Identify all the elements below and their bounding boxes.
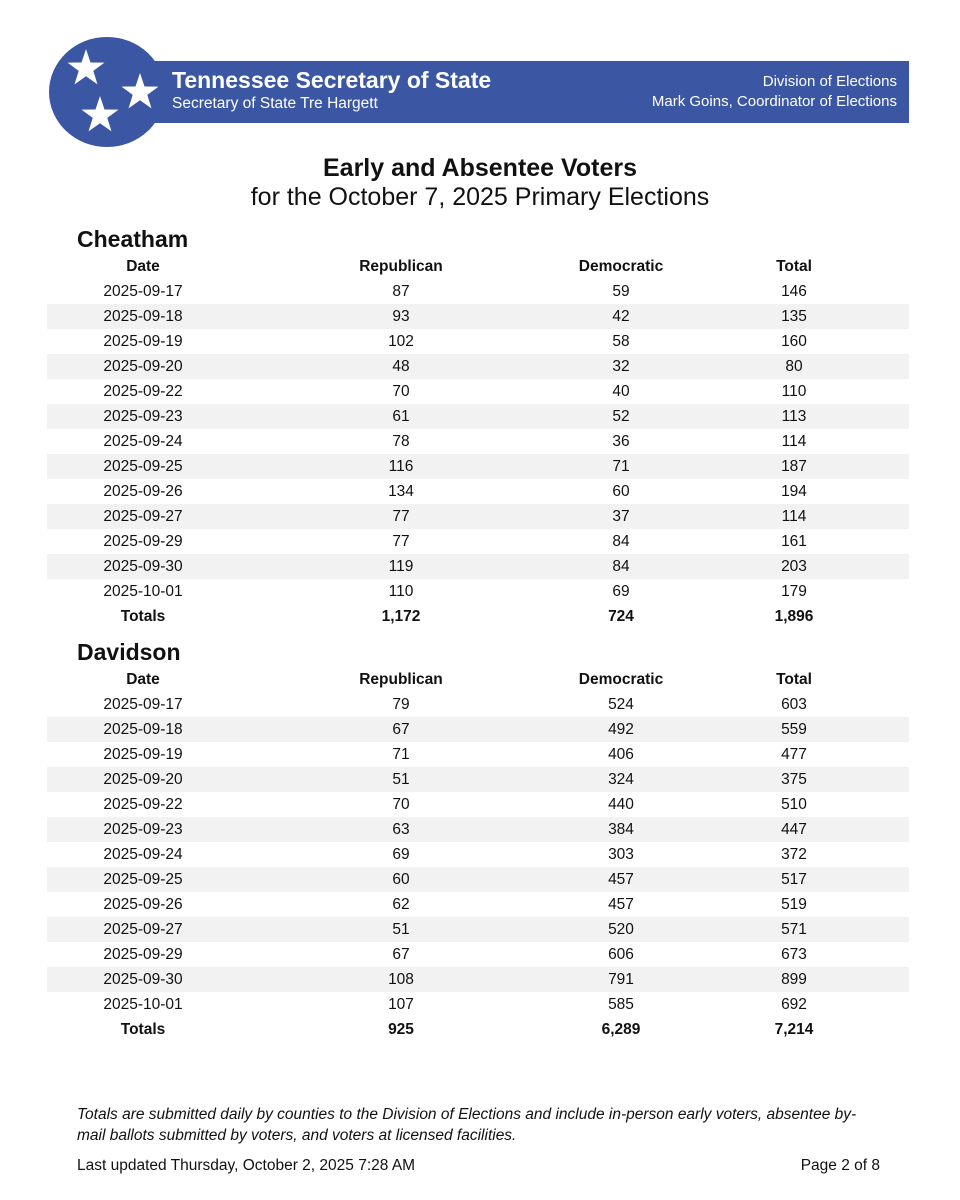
footnote: Totals are submitted daily by counties to the Division of Elections and include in-person early voters, absentee by-mail ballots submitted by voters, and voters at licensed facilities. bbox=[77, 1106, 857, 1144]
cell-democratic: 384 bbox=[563, 817, 679, 842]
coordinator-name: Mark Goins, Coordinator of Elections bbox=[651, 93, 897, 110]
cell-republican: 93 bbox=[239, 304, 563, 329]
cell-democratic: 60 bbox=[612, 482, 630, 500]
cell-date: 2025-09-23 bbox=[47, 404, 239, 429]
cell-total: 187 bbox=[679, 454, 909, 479]
page-number: Page 2 of 8 bbox=[800, 1157, 880, 1174]
cell-republican: 51 bbox=[239, 767, 563, 792]
cell-date: 2025-09-25 bbox=[47, 454, 239, 479]
column-header-republican: Republican bbox=[359, 257, 443, 275]
cell-democratic: 32 bbox=[563, 354, 679, 379]
header-banner bbox=[100, 61, 909, 123]
cell-republican: 107 bbox=[388, 995, 414, 1013]
column-header-democratic: Democratic bbox=[578, 257, 664, 275]
total-democratic: 6,289 bbox=[563, 1017, 679, 1042]
cell-democratic: 84 bbox=[563, 554, 679, 579]
cell-democratic: 524 bbox=[608, 695, 634, 713]
cell-democratic: 606 bbox=[608, 945, 634, 963]
division-name: Division of Elections bbox=[762, 73, 897, 90]
org-subtitle: Secretary of State Tre Hargett bbox=[172, 95, 378, 112]
table-row bbox=[47, 992, 909, 1017]
cell-democratic: 324 bbox=[563, 767, 679, 792]
cell-democratic: 36 bbox=[612, 432, 630, 450]
cell-republican: 79 bbox=[392, 695, 410, 713]
table-row bbox=[47, 892, 909, 917]
county-name: Davidson bbox=[77, 639, 181, 665]
cell-republican: 67 bbox=[392, 945, 410, 963]
cell-date: 2025-09-30 bbox=[47, 967, 239, 992]
cell-total: 146 bbox=[781, 282, 807, 300]
column-header-date: Date bbox=[126, 257, 160, 275]
county-name: Cheatham bbox=[77, 226, 189, 252]
table-row bbox=[47, 304, 909, 329]
table-row bbox=[47, 579, 909, 604]
cell-date: 2025-09-18 bbox=[47, 717, 239, 742]
cell-total: 519 bbox=[781, 895, 807, 913]
total-republican: 1,172 bbox=[239, 604, 563, 629]
cell-date: 2025-09-17 bbox=[103, 695, 183, 713]
cell-total: 372 bbox=[781, 845, 807, 863]
cell-total: 375 bbox=[679, 767, 909, 792]
total-all: 1,896 bbox=[679, 604, 909, 629]
document-subtitle: for the October 7, 2025 Primary Elections bbox=[250, 183, 710, 211]
cell-total: 559 bbox=[679, 717, 909, 742]
column-header-total: Total bbox=[776, 257, 812, 275]
cell-date: 2025-09-27 bbox=[47, 504, 239, 529]
table-row bbox=[47, 454, 909, 479]
cell-democratic: 791 bbox=[563, 967, 679, 992]
cell-republican: 60 bbox=[239, 867, 563, 892]
cell-democratic: 52 bbox=[563, 404, 679, 429]
last-updated: Last updated Thursday, October 2, 2025 7:28 AM bbox=[77, 1157, 416, 1174]
cell-total: 135 bbox=[679, 304, 909, 329]
table-row bbox=[47, 792, 909, 817]
cell-democratic: 457 bbox=[563, 867, 679, 892]
division-info bbox=[652, 72, 897, 112]
table-header-row bbox=[47, 254, 909, 279]
cell-democratic: 303 bbox=[608, 845, 634, 863]
cell-total: 80 bbox=[679, 354, 909, 379]
table-row bbox=[47, 817, 909, 842]
cell-democratic: 84 bbox=[612, 532, 630, 550]
table-row bbox=[47, 842, 909, 867]
tri-star-seal-icon bbox=[48, 36, 166, 148]
cell-total: 673 bbox=[781, 945, 807, 963]
cell-republican: 61 bbox=[239, 404, 563, 429]
table-row bbox=[47, 404, 909, 429]
cell-republican: 110 bbox=[388, 582, 414, 600]
cell-republican: 63 bbox=[239, 817, 563, 842]
table-header-row bbox=[47, 667, 909, 692]
cell-total: 517 bbox=[679, 867, 909, 892]
table-row bbox=[47, 354, 909, 379]
cell-republican: 108 bbox=[239, 967, 563, 992]
cell-democratic: 40 bbox=[612, 382, 630, 400]
cell-republican: 102 bbox=[388, 332, 414, 350]
cell-republican: 62 bbox=[392, 895, 410, 913]
cell-republican: 70 bbox=[392, 795, 410, 813]
cell-date: 2025-09-29 bbox=[103, 945, 183, 963]
cell-date: 2025-09-23 bbox=[47, 817, 239, 842]
cell-democratic: 457 bbox=[608, 895, 634, 913]
cell-date: 2025-09-27 bbox=[47, 917, 239, 942]
totals-label: Totals bbox=[47, 1017, 239, 1042]
cell-total: 447 bbox=[679, 817, 909, 842]
cell-total: 160 bbox=[781, 332, 807, 350]
table-row bbox=[47, 279, 909, 304]
table-row bbox=[47, 717, 909, 742]
cell-total: 179 bbox=[781, 582, 807, 600]
cell-democratic: 520 bbox=[563, 917, 679, 942]
cell-republican: 67 bbox=[239, 717, 563, 742]
table-row bbox=[47, 942, 909, 967]
cell-date: 2025-09-20 bbox=[47, 354, 239, 379]
cell-date: 2025-09-24 bbox=[103, 432, 183, 450]
cell-democratic: 59 bbox=[612, 282, 630, 300]
cell-republican: 70 bbox=[392, 382, 410, 400]
table-row bbox=[47, 479, 909, 504]
table-row bbox=[47, 742, 909, 767]
cell-total: 110 bbox=[781, 382, 807, 400]
cell-total: 114 bbox=[679, 504, 909, 529]
table-row bbox=[47, 504, 909, 529]
cell-republican: 69 bbox=[392, 845, 410, 863]
total-democratic: 724 bbox=[563, 604, 679, 629]
totals-row bbox=[47, 1017, 909, 1042]
cell-democratic: 42 bbox=[563, 304, 679, 329]
document-title: Early and Absentee Voters bbox=[322, 154, 637, 182]
cell-date: 2025-10-01 bbox=[103, 582, 183, 600]
cell-republican: 71 bbox=[392, 745, 410, 763]
cell-date: 2025-09-26 bbox=[103, 895, 183, 913]
cell-total: 571 bbox=[679, 917, 909, 942]
cell-republican: 78 bbox=[392, 432, 410, 450]
cell-total: 114 bbox=[781, 432, 807, 450]
cell-republican: 77 bbox=[392, 532, 410, 550]
cell-date: 2025-09-26 bbox=[103, 482, 183, 500]
cell-date: 2025-09-19 bbox=[103, 745, 183, 763]
cell-total: 161 bbox=[781, 532, 807, 550]
table-row bbox=[47, 867, 909, 892]
cell-date: 2025-09-19 bbox=[103, 332, 183, 350]
cell-date: 2025-09-18 bbox=[47, 304, 239, 329]
table-row bbox=[47, 429, 909, 454]
cell-total: 603 bbox=[781, 695, 807, 713]
cell-republican: 48 bbox=[239, 354, 563, 379]
table-row bbox=[47, 529, 909, 554]
cell-date: 2025-09-29 bbox=[103, 532, 183, 550]
cell-date: 2025-09-22 bbox=[103, 795, 183, 813]
cell-total: 477 bbox=[781, 745, 807, 763]
cell-democratic: 440 bbox=[608, 795, 634, 813]
cell-total: 203 bbox=[679, 554, 909, 579]
voter-table bbox=[47, 667, 909, 1042]
cell-democratic: 406 bbox=[608, 745, 634, 763]
table-row bbox=[47, 554, 909, 579]
cell-democratic: 71 bbox=[563, 454, 679, 479]
cell-date: 2025-09-24 bbox=[103, 845, 183, 863]
cell-date: 2025-09-22 bbox=[103, 382, 183, 400]
cell-republican: 119 bbox=[239, 554, 563, 579]
cell-total: 899 bbox=[679, 967, 909, 992]
cell-date: 2025-09-17 bbox=[103, 282, 183, 300]
cell-date: 2025-10-01 bbox=[103, 995, 183, 1013]
cell-democratic: 58 bbox=[612, 332, 630, 350]
cell-total: 692 bbox=[781, 995, 807, 1013]
total-republican: 925 bbox=[239, 1017, 563, 1042]
org-title: Tennessee Secretary of State bbox=[172, 67, 492, 93]
cell-date: 2025-09-20 bbox=[47, 767, 239, 792]
cell-republican: 51 bbox=[239, 917, 563, 942]
table-row bbox=[47, 767, 909, 792]
table-row bbox=[47, 692, 909, 717]
column-header-date: Date bbox=[126, 670, 160, 688]
cell-date: 2025-09-25 bbox=[47, 867, 239, 892]
cell-republican: 116 bbox=[239, 454, 563, 479]
cell-democratic: 585 bbox=[608, 995, 634, 1013]
cell-democratic: 69 bbox=[612, 582, 630, 600]
cell-republican: 77 bbox=[239, 504, 563, 529]
total-all: 7,214 bbox=[679, 1017, 909, 1042]
totals-row bbox=[47, 604, 909, 629]
column-header-total: Total bbox=[776, 670, 812, 688]
cell-republican: 134 bbox=[388, 482, 414, 500]
cell-democratic: 37 bbox=[563, 504, 679, 529]
table-row bbox=[47, 967, 909, 992]
cell-total: 510 bbox=[781, 795, 807, 813]
column-header-republican: Republican bbox=[359, 670, 443, 688]
table-row bbox=[47, 329, 909, 354]
cell-total: 194 bbox=[781, 482, 807, 500]
cell-republican: 87 bbox=[392, 282, 410, 300]
cell-total: 113 bbox=[679, 404, 909, 429]
cell-date: 2025-09-30 bbox=[47, 554, 239, 579]
cell-democratic: 492 bbox=[563, 717, 679, 742]
voter-table bbox=[47, 254, 909, 629]
totals-label: Totals bbox=[47, 604, 239, 629]
table-row bbox=[47, 917, 909, 942]
table-row bbox=[47, 379, 909, 404]
column-header-democratic: Democratic bbox=[578, 670, 664, 688]
